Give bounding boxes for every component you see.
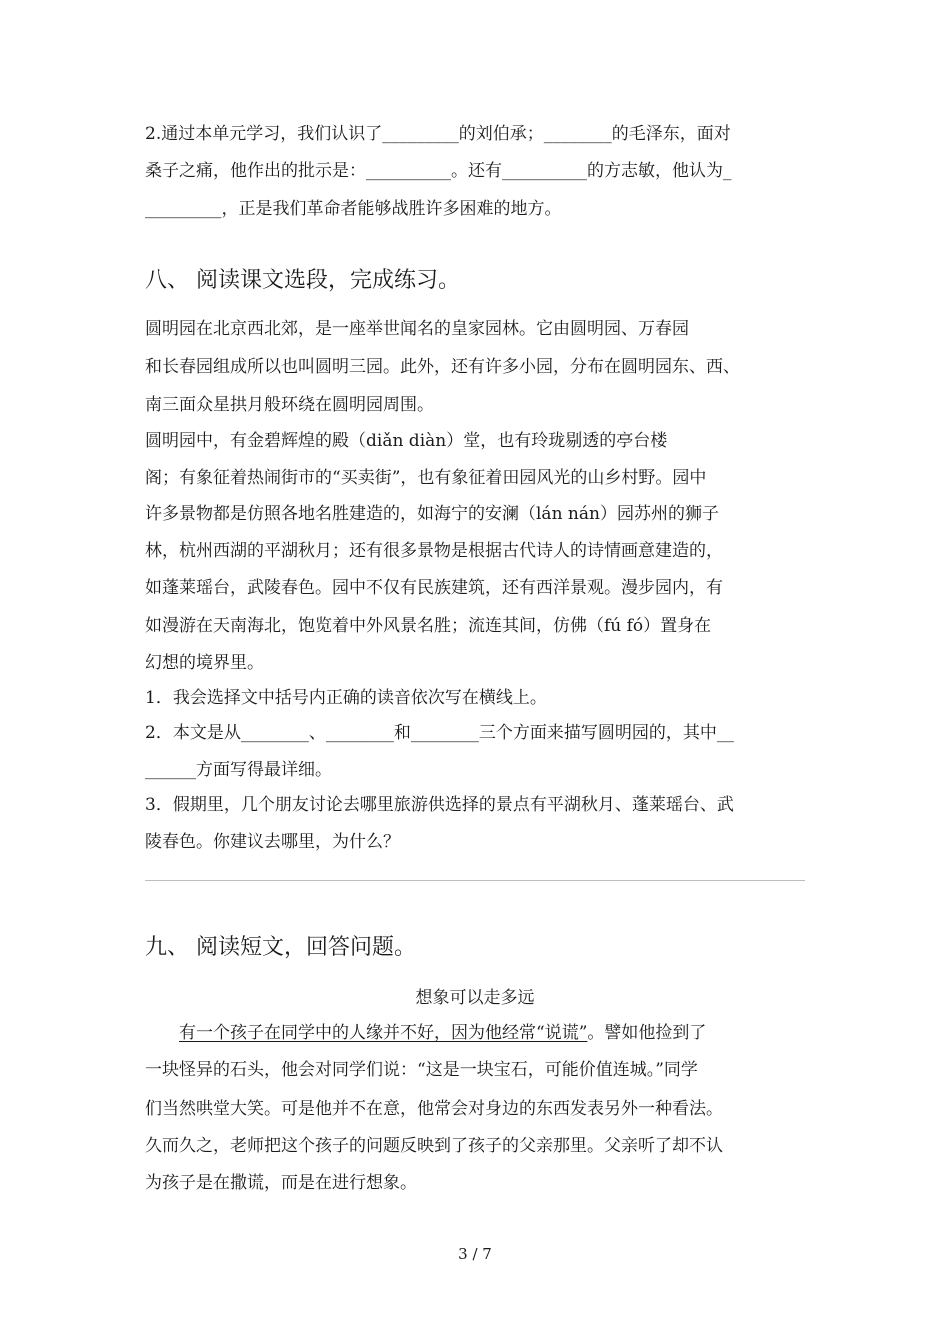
question-3-line-1: 3．假期里，几个朋友讨论去哪里旅游供选择的景点有平湖秋月、蓬莱瑶台、武	[145, 795, 734, 815]
story-line: 为孩子是在撒谎，而是在进行想象。	[145, 1173, 417, 1193]
passage-line: 和长春园组成所以也叫圆明三园。此外，还有许多小园，分布在圆明园东、西、	[145, 357, 740, 377]
passage-line: 许多景物都是仿照各地名胜建造的，如海宁的安澜（lán nán）园苏州的狮子	[145, 504, 719, 524]
passage-line: 如蓬莱瑶台，武陵春色。园中不仅有民族建筑，还有西洋景观。漫步园内，有	[145, 578, 723, 598]
question-2-line-2: ______方面写得最详细。	[145, 760, 332, 780]
story-line: 们当然哄堂大笑。可是他并不在意，他常会对身边的东西发表另外一种看法。	[145, 1099, 723, 1119]
story-line-1-rest: 。譬如他捡到了	[587, 1023, 707, 1043]
passage-line: 幻想的境界里。	[145, 653, 264, 673]
story-title: 想象可以走多远	[415, 988, 535, 1008]
passage-line: 圆明园中，有金碧辉煌的殿（diǎn diàn）堂，也有玲珑剔透的亭台楼	[145, 431, 668, 451]
story-line: 久而久之，老师把这个孩子的问题反映到了孩子的父亲那里。父亲听了却不认	[145, 1136, 723, 1156]
passage-line: 如漫游在天南海北，饱览着中外风景名胜；流连其间，仿佛（fú fó）置身在	[145, 616, 712, 636]
question-3-line-2: 陵春色。你建议去哪里，为什么？	[145, 832, 400, 852]
passage-line: 圆明园在北京西北郊，是一座举世闻名的皇家园林。它由圆明园、万春园	[145, 319, 689, 339]
underlined-sentence: 有一个孩子在同学中的人缘并不好，因为他经常“说谎”	[179, 1023, 588, 1043]
passage-line: 林，杭州西湖的平湖秋月；还有很多景物是根据古代诗人的诗情画意建造的，	[145, 541, 723, 561]
q2-line-2: 桑子之痛，他作出的批示是：__________。还有__________的方志敏，他认为_	[145, 161, 732, 181]
story-line: 一块怪异的石头，他会对同学们说：“这是一块宝石，可能价值连城。”同学	[145, 1060, 698, 1080]
passage-line: 南三面众星拱月般环绕在圆明园周围。	[145, 395, 434, 415]
passage-line: 阁；有象征着热闹街市的“买卖街”，也有象征着田园风光的山乡村野。园中	[145, 468, 707, 488]
q2-line-1: 2.通过本单元学习，我们认识了_________的刘伯承；________的毛泽东，面对	[145, 124, 731, 144]
section-9-heading: 九、 阅读短文，回答问题。	[145, 935, 416, 960]
answer-line[interactable]	[145, 880, 805, 881]
question-1: 1．我会选择文中括号内正确的读音依次写在横线上。	[145, 688, 547, 708]
q2-line-3: _________，正是我们革命者能够战胜许多困难的地方。	[145, 199, 562, 219]
page-number: 3 / 7	[458, 1245, 492, 1263]
question-2-line-1: 2．本文是从________、________和________三个方面来描写圆明园的，其中__	[145, 723, 734, 743]
story-line-1	[145, 1023, 706, 1043]
section-8-heading: 八、 阅读课文选段，完成练习。	[145, 268, 460, 293]
